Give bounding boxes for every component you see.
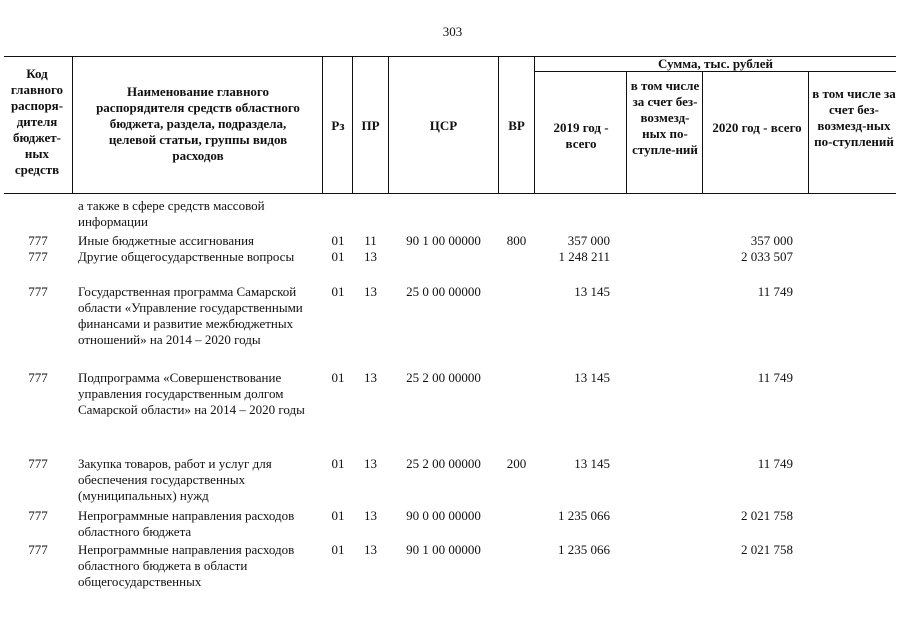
row-2019: 13 145: [574, 456, 610, 471]
row-rz: 01: [331, 508, 345, 523]
col-divider: [702, 72, 703, 194]
col-divider: [626, 72, 627, 194]
header-name: Наименование главного распорядителя средств областного бюджета, раздела, подраздела, целевой статьи, группы видов расходов: [96, 84, 300, 163]
row-2020: 2 033 507: [741, 249, 793, 264]
row-2019: 1 235 066: [558, 542, 610, 557]
row-vr: 800: [506, 233, 527, 248]
row-rz: 01: [331, 542, 345, 557]
row-code: 777: [28, 284, 48, 299]
row-2020: 2 021 758: [741, 508, 793, 523]
row-2019: 357 000: [567, 233, 610, 248]
row-pr: 13: [364, 542, 377, 557]
row-name: Государственная программа Самарской области «Управление государственными финансами и развитие межбюджетных отношений» на 2014 – 2020 годы: [78, 284, 303, 347]
row-code: 777: [28, 456, 48, 471]
header-sum: Сумма, тыс. рублей: [658, 56, 773, 71]
row-rz: 01: [331, 233, 345, 248]
row-2019: 1 248 211: [558, 249, 610, 264]
row-2019: 13 145: [574, 370, 610, 385]
row-pr: 13: [364, 456, 377, 471]
header-bottom-border: [4, 193, 896, 194]
row-code: 777: [28, 249, 48, 264]
header-2020-total: 2020 год - всего: [712, 120, 802, 135]
row-pr: 13: [364, 508, 377, 523]
row-name: Иные бюджетные ассигнования: [78, 233, 255, 248]
row-pr: 13: [364, 284, 377, 299]
row-rz: 01: [331, 370, 345, 385]
row-vr: 200: [506, 456, 527, 471]
row-code: 777: [28, 370, 48, 385]
header-2020-free: в том числе за счет без-возмезд-ных по-ступлений: [812, 86, 896, 149]
header-2019-free: в том числе за счет без-возмезд-ных по-ступле-ний: [630, 78, 700, 157]
header-code: Код главного распоря-дителя бюджет-ных средств: [10, 66, 64, 177]
row-pr: 13: [364, 370, 377, 385]
header-pr: ПР: [361, 118, 380, 133]
row-name: Другие общегосударственные вопросы: [78, 249, 295, 264]
row-csr: 25 0 00 00000: [406, 284, 481, 299]
row-csr: 25 2 00 00000: [406, 370, 481, 385]
row-csr: 90 0 00 00000: [406, 508, 481, 523]
row-rz: 01: [331, 284, 345, 299]
header-rz: Рз: [331, 118, 345, 133]
row-code: 777: [28, 542, 48, 557]
header-csr: ЦСР: [429, 118, 458, 133]
page-number: 303: [442, 24, 463, 39]
row-csr: 25 2 00 00000: [406, 456, 481, 471]
row-name: Непрограммные направления расходов областного бюджета в области общегосударственных: [78, 542, 295, 589]
row-2019: 1 235 066: [558, 508, 610, 523]
row-pr: 13: [364, 249, 377, 264]
row-2020: 11 749: [757, 370, 793, 385]
row-2019: 13 145: [574, 284, 610, 299]
row-csr: 90 1 00 00000: [406, 542, 481, 557]
col-divider: [72, 56, 73, 194]
row-rz: 01: [331, 456, 345, 471]
header-2019-total: 2019 год - всего: [553, 120, 609, 151]
row-2020: 11 749: [757, 284, 793, 299]
row-name: а также в сфере средств массовой информации: [78, 198, 265, 229]
row-code: 777: [28, 508, 48, 523]
col-divider: [808, 72, 809, 194]
row-csr: 90 1 00 00000: [406, 233, 481, 248]
header-vr: ВР: [508, 118, 525, 133]
col-divider: [534, 56, 535, 194]
row-2020: 357 000: [750, 233, 793, 248]
row-name: Закупка товаров, работ и услуг для обеспечения государственных (муниципальных) нужд: [78, 456, 272, 503]
row-name: Непрограммные направления расходов областного бюджета: [78, 508, 295, 539]
row-2020: 11 749: [757, 456, 793, 471]
row-2020: 2 021 758: [741, 542, 793, 557]
row-pr: 11: [364, 233, 377, 248]
row-rz: 01: [331, 249, 345, 264]
row-code: 777: [28, 233, 48, 248]
row-name: Подпрограмма «Совершенствование управления государственным долгом Самарской области» на 2014 – 2020 годы: [78, 370, 305, 417]
